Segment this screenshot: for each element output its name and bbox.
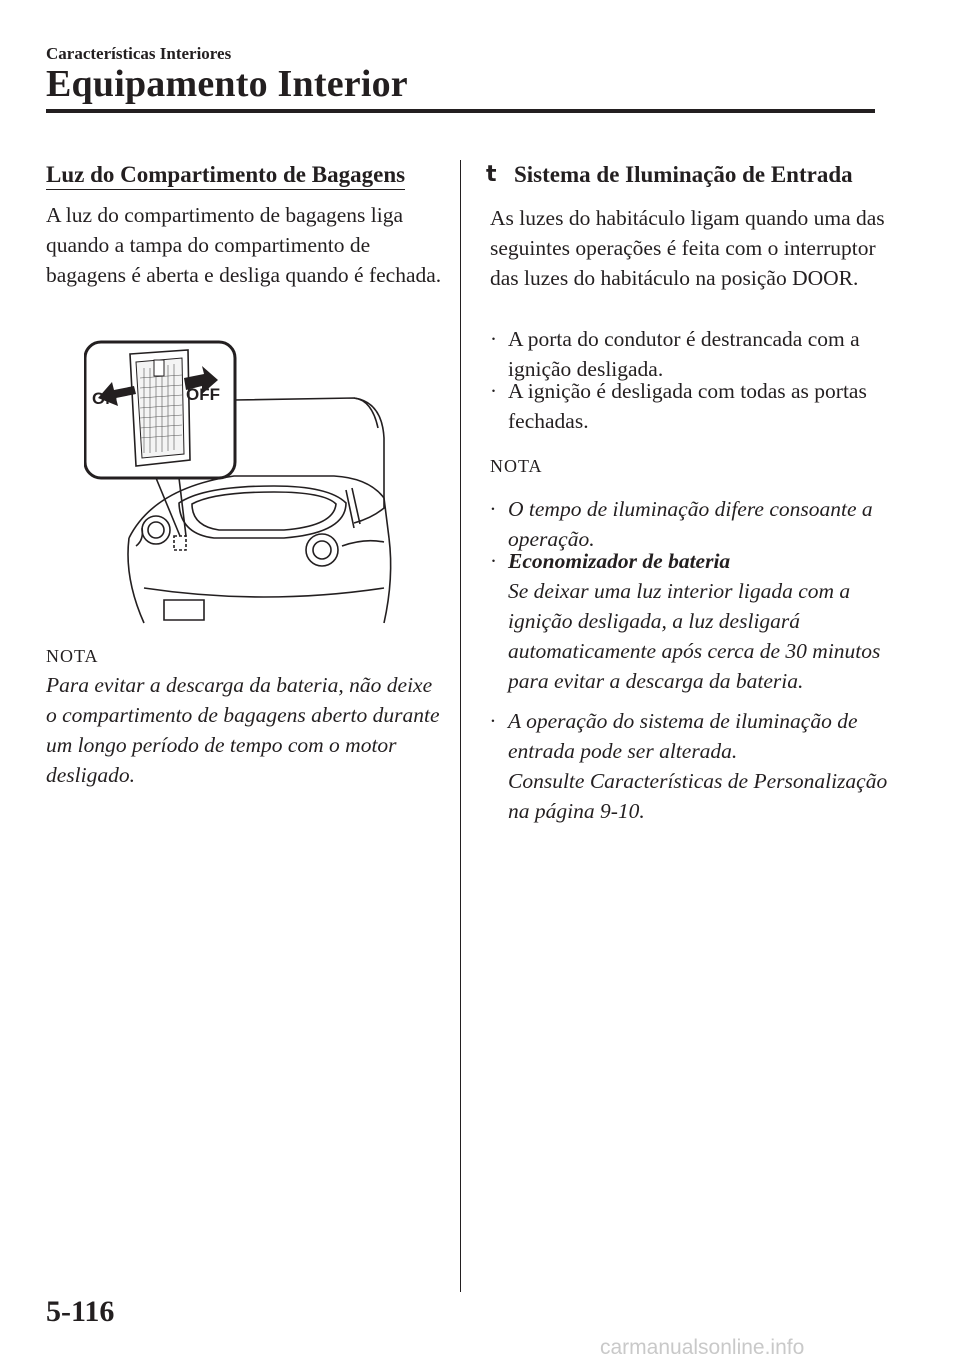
section-marker-icon: t (486, 162, 497, 187)
trunk-light-illustration (84, 338, 410, 628)
section-heading-luggage-light: Luz do Compartimento de Bagagens (46, 162, 405, 190)
lamp-switch-icon (130, 350, 190, 466)
section-label: Características Interiores (46, 44, 232, 63)
title-divider (46, 109, 875, 113)
list-item: · A operação do sistema de iluminação de entrada pode ser alterada. Consulte Características de Personalização na página 9-10. (490, 709, 888, 823)
battery-saver-title: Economizador de bateria (508, 549, 731, 573)
battery-saver-text: Se deixar uma luz interior ligada com a ignição desligada, a luz desligará automaticamente após cerca de 30 minutos para evitar a descarga da bateria. (508, 579, 881, 693)
watermark: carmanualsonline.info (600, 1336, 805, 1359)
entry-illumination-paragraph: As luzes do habitáculo ligam quando uma das seguintes operações é feita com o interruptor das luzes do habitáculo na posição DOOR. (490, 206, 885, 290)
note-text: Para evitar a descarga da bateria, não deixe o compartimento de bagagens aberto durante um longo período de tempo com o motor desligado. (46, 673, 440, 787)
column-divider (460, 160, 461, 1292)
label-on: ON (92, 389, 118, 408)
note-label: NOTA (46, 646, 99, 666)
list-item: · Economizador de bateria Se deixar uma luz interior ligada com a ignição desligada, a luz desligará automaticamente após cerca de 30 minutos para evitar a descarga da bateria. (490, 546, 890, 706)
page-title: Equipamento Interior (46, 63, 408, 105)
list-item: · A ignição é desligada com todas as portas fechadas. (490, 379, 867, 433)
section-heading-entry-illumination: Sistema de Iluminação de Entrada (514, 162, 853, 187)
list-item: · A porta do condutor é destrancada com a ignição desligada. (490, 327, 860, 381)
page-number: 5-116 (46, 1295, 115, 1328)
luggage-light-paragraph: A luz do compartimento de bagagens liga quando a tampa do compartimento de bagagens é aberta e desliga quando é fechada. (46, 203, 442, 287)
label-off: OFF (186, 385, 220, 404)
list-item: · O tempo de iluminação difere consoante a operação. (490, 497, 873, 551)
note-label: NOTA (490, 456, 543, 476)
